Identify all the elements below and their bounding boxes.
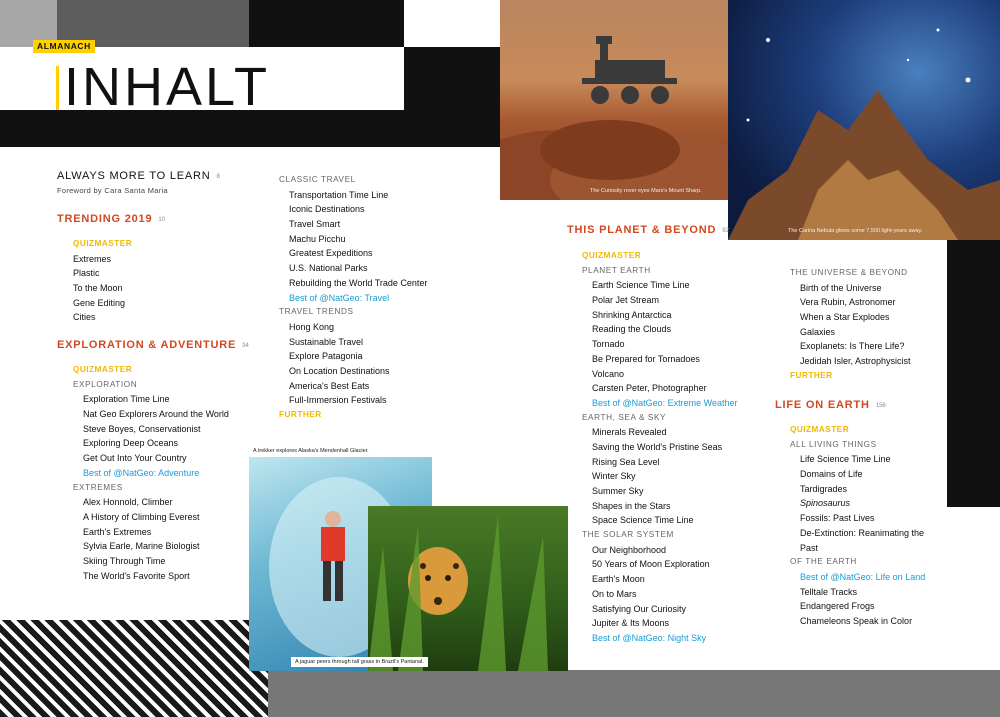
caption-mars: The Curiosity rover eyes Mars's Mount Sharp. [590,188,702,194]
jaguar-photo [368,506,568,671]
toc-item[interactable]: Minerals Revealed [592,427,667,438]
toc-item[interactable]: 50 Years of Moon Exploration [592,559,710,570]
toc-item[interactable]: Summer Sky [592,486,644,496]
universe-list [790,266,911,384]
toc-item[interactable]: Nat Geo Explorers Around the World [83,409,229,420]
section-trending: TRENDING 2019 10 [57,213,166,225]
toc-item[interactable]: A History of Climbing Everest [83,511,200,522]
toc-item[interactable]: Space Science Time Line [592,515,694,526]
subsection-label: EXPLORATION [73,379,138,389]
bg-block-black-top [249,0,404,47]
toc-item[interactable]: Past [800,542,819,553]
section-exploration: EXPLORATION & ADVENTURE 34 [57,339,249,351]
toc-item[interactable]: Sustainable Travel [289,336,364,347]
natgeo-link[interactable]: Best of @NatGeo: Extreme Weather [592,397,738,408]
natgeo-link[interactable]: Best of @NatGeo: Life on Land [800,571,926,582]
section-planet-beyond: THIS PLANET & BEYOND 92 [567,224,729,236]
toc-item[interactable]: Exploration Time Line [83,394,170,405]
toc-item[interactable]: Be Prepared for Tornadoes [592,353,700,364]
section-always-more: ALWAYS MORE TO LEARN 8 [57,170,220,182]
toc-item[interactable]: Carsten Peter, Photographer [592,383,707,394]
life-list [790,423,925,629]
natgeo-link[interactable]: Best of @NatGeo: Travel [289,292,390,303]
toc-item[interactable]: Polar Jet Stream [592,295,660,306]
toc-item[interactable]: Our Neighborhood [592,544,667,555]
toc-item[interactable]: Domains of Life [800,469,863,480]
toc-item[interactable]: On to Mars [592,588,637,599]
hatched-stripes [0,620,268,717]
toc-item[interactable]: Tornado [592,339,625,350]
mars-rover-photo [500,0,728,200]
subsection-label: EARTH, SEA & SKY [582,412,667,422]
bg-block-dark-right [947,225,1000,507]
toc-item[interactable]: Earth's Moon [592,574,645,585]
toc-item[interactable]: Greatest Expeditions [289,248,373,259]
toc-item[interactable]: Shrinking Antarctica [592,309,672,320]
quizmaster-label[interactable]: QUIZMASTER [582,251,642,260]
toc-item[interactable]: Shapes in the Stars [592,500,671,511]
caption-glacier: A trekker explores Alaska's Mendenhall Glacier. [249,446,373,456]
toc-item[interactable]: Steve Boyes, Conservationist [83,423,201,434]
toc-item[interactable]: Jupiter & Its Moons [592,618,670,629]
toc-item[interactable]: Plastic [73,268,100,279]
subsection-label: TRAVEL TRENDS [279,307,354,317]
toc-item[interactable]: Saving the World's Pristine Seas [592,441,723,452]
almanach-tag: ALMANACH [33,40,95,53]
toc-item[interactable]: Skiing Through Time [83,555,166,566]
toc-item[interactable]: Cities [73,312,96,323]
toc-item[interactable]: Jedidah Isler, Astrophysicist [800,356,911,367]
quizmaster-label[interactable]: QUIZMASTER [790,425,850,434]
subsection-label: THE UNIVERSE & BEYOND [790,268,908,277]
toc-item[interactable]: To the Moon [73,283,123,294]
toc-item[interactable]: Tardigrades [800,483,848,494]
toc-item[interactable]: Exoplanets: Is There Life? [800,341,905,352]
foreword-credit: Foreword by Cara Santa Maria [57,186,168,195]
caption-jaguar: A jaguar peers through tall grass in Brazil's Pantanal. [291,657,428,667]
trending-list [73,237,132,325]
subsection-label: CLASSIC TRAVEL [279,175,356,184]
toc-item[interactable]: Vera Rubin, Astronomer [800,297,896,308]
toc-item[interactable]: Exploring Deep Oceans [83,438,179,449]
subsection-label: OF THE EARTH [790,557,857,567]
toc-item[interactable]: Reading the Clouds [592,324,672,335]
toc-item[interactable]: When a Star Explodes [800,312,890,323]
toc-item[interactable]: Birth of the Universe [800,282,882,293]
caption-nebula: The Carina Nebula glows some 7,500 light-years away. [788,228,923,234]
toc-item[interactable]: Machu Picchu [289,233,346,244]
toc-item[interactable]: Get Out Into Your Country [83,453,187,464]
quizmaster-label[interactable]: QUIZMASTER [73,239,133,248]
planet-list [582,249,738,646]
toc-item[interactable]: De-Extinction: Reanimating the [800,527,925,538]
toc-item[interactable]: Satisfying Our Curiosity [592,603,687,614]
toc-item[interactable]: Earth Science Time Line [592,280,690,291]
natgeo-link[interactable]: Best of @NatGeo: Adventure [83,467,200,478]
toc-item[interactable]: Gene Editing [73,297,126,308]
toc-item[interactable]: Life Science Time Line [800,454,891,465]
title-accent-bar [56,66,59,110]
subsection-label: ALL LIVING THINGS [790,439,877,449]
toc-item[interactable]: Volcano [592,368,625,379]
toc-item[interactable]: Extremes [73,253,112,264]
carina-nebula-photo [728,0,1000,240]
toc-item[interactable]: The World's Favorite Sport [83,570,190,581]
further-label[interactable]: FURTHER [790,370,833,380]
exploration-list [73,363,229,583]
travel-list [279,173,427,423]
section-life-on-earth: LIFE ON EARTH 156 [775,399,886,411]
toc-item[interactable]: Fossils: Past Lives [800,513,875,524]
toc-item[interactable]: Chameleons Speak in Color [800,615,913,626]
page-title: INHALT [64,57,271,117]
natgeo-link[interactable]: Best of @NatGeo: Night Sky [592,632,707,643]
quizmaster-label[interactable]: QUIZMASTER [73,365,133,374]
bg-block-gray-bottom [268,670,1000,717]
subsection-label: EXTREMES [73,482,123,492]
toc-item[interactable]: Sylvia Earle, Marine Biologist [83,541,200,552]
further-label[interactable]: FURTHER [279,410,322,419]
toc-item[interactable]: Full-Immersion Festivals [289,395,387,406]
subsection-label: THE SOLAR SYSTEM [582,530,674,540]
toc-item[interactable]: Galaxies [800,326,836,337]
toc-item[interactable]: Alex Honnold, Climber [83,497,173,508]
toc-item[interactable]: Spinosaurus [800,498,851,509]
toc-item[interactable]: Iconic Destinations [289,204,365,215]
toc-item[interactable]: Rising Sea Level [592,456,660,467]
toc-item[interactable]: Transportation Time Line [289,189,389,200]
toc-item[interactable]: Rebuilding the World Trade Center [289,277,428,288]
toc-item[interactable]: America's Best Eats [289,380,370,391]
toc-item[interactable]: Winter Sky [592,471,636,482]
toc-item[interactable]: Explore Patagonia [289,351,363,362]
toc-item[interactable]: U.S. National Parks [289,263,368,274]
toc-item[interactable]: On Location Destinations [289,365,390,376]
subsection-label: PLANET EARTH [582,265,651,275]
toc-item[interactable]: Travel Smart [289,219,341,230]
toc-item[interactable]: Earth's Extremes [83,526,152,537]
toc-item[interactable]: Endangered Frogs [800,601,875,612]
toc-item[interactable]: Telltale Tracks [800,586,858,597]
toc-item[interactable]: Hong Kong [289,321,335,332]
